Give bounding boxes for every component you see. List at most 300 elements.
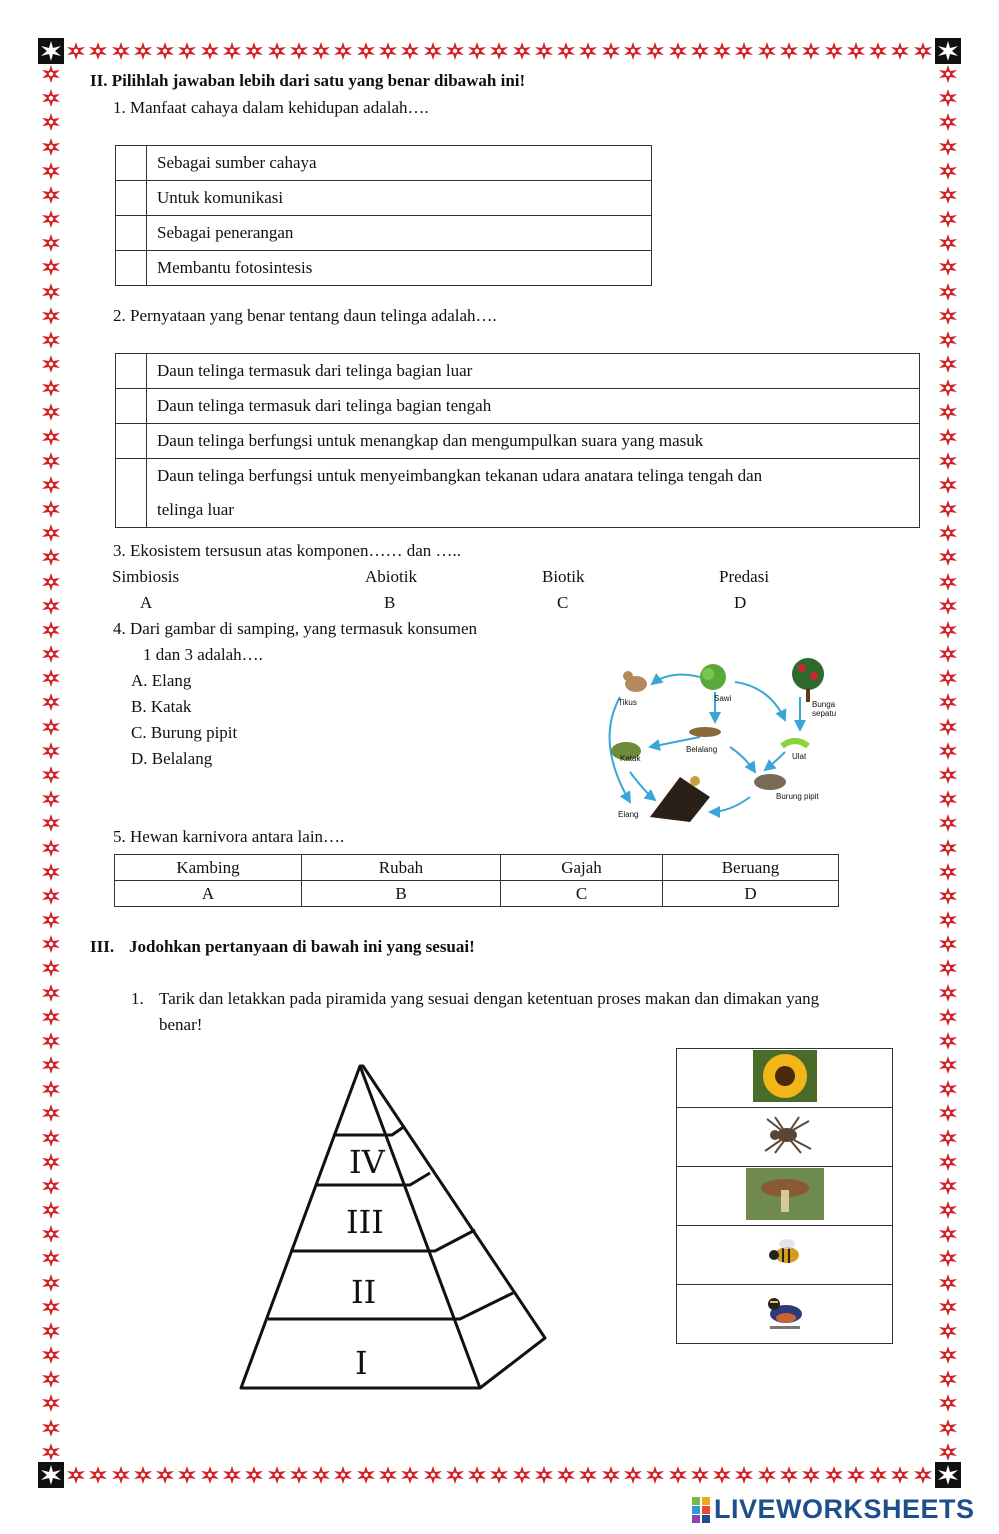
logo-mark-icon bbox=[692, 1497, 710, 1523]
answer-checkbox[interactable] bbox=[116, 216, 147, 251]
star-ornament bbox=[512, 41, 532, 61]
answer-checkbox[interactable] bbox=[116, 251, 147, 286]
star-ornament bbox=[41, 1031, 61, 1051]
pyramid-level-iii[interactable]: III bbox=[346, 1203, 384, 1241]
label-ulat: Ulat bbox=[792, 752, 807, 761]
answer-checkbox[interactable] bbox=[116, 424, 147, 459]
star-ornament bbox=[938, 64, 958, 84]
label-belalang: Belalang bbox=[686, 745, 718, 754]
star-ornament bbox=[623, 1465, 643, 1485]
star-ornament bbox=[445, 1465, 465, 1485]
question-1-options bbox=[115, 145, 652, 286]
star-ornament bbox=[578, 1465, 598, 1485]
star-ornament bbox=[41, 161, 61, 181]
choice-a-letter: A bbox=[140, 593, 153, 612]
star-ornament bbox=[938, 910, 958, 930]
star-ornament bbox=[41, 717, 61, 737]
star-ornament bbox=[938, 475, 958, 495]
question-2-options bbox=[115, 353, 920, 528]
star-ornament bbox=[41, 644, 61, 664]
star-ornament bbox=[467, 1465, 487, 1485]
star-ornament bbox=[41, 1103, 61, 1123]
star-ornament bbox=[88, 1465, 108, 1485]
star-ornament bbox=[757, 1465, 777, 1485]
star-ornament bbox=[938, 789, 958, 809]
star-ornament bbox=[41, 1152, 61, 1172]
star-ornament bbox=[938, 402, 958, 422]
star-ornament bbox=[938, 1442, 958, 1462]
star-ornament bbox=[41, 1297, 61, 1317]
star-ornament bbox=[41, 88, 61, 108]
star-ornament bbox=[938, 1345, 958, 1365]
star-ornament bbox=[938, 765, 958, 785]
star-ornament bbox=[938, 354, 958, 374]
image-cell bbox=[677, 1226, 893, 1285]
star-ornament bbox=[868, 41, 888, 61]
star-ornament bbox=[938, 1176, 958, 1196]
star-ornament bbox=[356, 41, 376, 61]
star-ornament bbox=[938, 1152, 958, 1172]
border-right bbox=[935, 64, 961, 1462]
star-ornament bbox=[938, 983, 958, 1003]
star-ornament bbox=[177, 41, 197, 61]
star-ornament bbox=[938, 717, 958, 737]
grasshopper-icon bbox=[685, 722, 725, 742]
star-ornament bbox=[938, 1273, 958, 1293]
star-ornament bbox=[41, 1200, 61, 1220]
question-5-text: Hewan karnivora antara lain…. bbox=[130, 827, 345, 846]
star-ornament bbox=[41, 499, 61, 519]
corner-ornament bbox=[935, 1462, 961, 1488]
question-4-text: Dari gambar di samping, yang termasuk konsumen bbox=[130, 619, 478, 638]
star-ornament bbox=[938, 958, 958, 978]
star-ornament bbox=[757, 41, 777, 61]
star-ornament bbox=[938, 741, 958, 761]
star-ornament bbox=[938, 862, 958, 882]
star-ornament bbox=[938, 1297, 958, 1317]
bird-icon[interactable] bbox=[760, 1290, 810, 1334]
star-ornament bbox=[41, 451, 61, 471]
star-ornament bbox=[200, 41, 220, 61]
choice-c-letter: C bbox=[501, 881, 663, 907]
star-ornament bbox=[111, 41, 131, 61]
star-ornament bbox=[938, 233, 958, 253]
image-cell bbox=[677, 1167, 893, 1226]
mouse-icon bbox=[620, 666, 650, 696]
star-ornament bbox=[938, 1103, 958, 1123]
star-ornament bbox=[512, 1465, 532, 1485]
star-ornament bbox=[938, 1248, 958, 1268]
star-ornament bbox=[938, 934, 958, 954]
star-ornament bbox=[133, 1465, 153, 1485]
choice-a-label[interactable]: Simbiosis bbox=[112, 567, 180, 586]
answer-checkbox[interactable] bbox=[116, 181, 147, 216]
star-ornament bbox=[938, 88, 958, 108]
label-elang: Elang bbox=[618, 810, 639, 819]
star-ornament bbox=[289, 1465, 309, 1485]
star-ornament bbox=[66, 1465, 86, 1485]
star-ornament bbox=[41, 233, 61, 253]
star-ornament bbox=[534, 41, 554, 61]
eagle-icon bbox=[645, 767, 715, 827]
mushroom-icon[interactable] bbox=[746, 1168, 824, 1220]
star-ornament bbox=[938, 1055, 958, 1075]
question-3-text: Ekosistem tersusun atas komponen…… dan ….. bbox=[130, 541, 461, 560]
question-4-text-2: 1 dan 3 adalah…. bbox=[143, 645, 263, 664]
option-label: Sebagai penerangan bbox=[147, 216, 652, 251]
option-row bbox=[116, 459, 920, 528]
star-ornament bbox=[913, 41, 933, 61]
star-ornament bbox=[556, 41, 576, 61]
star-ornament bbox=[467, 41, 487, 61]
star-ornament bbox=[41, 886, 61, 906]
star-ornament bbox=[41, 547, 61, 567]
choice-d-label[interactable]: Beruang bbox=[663, 855, 839, 881]
star-ornament bbox=[938, 112, 958, 132]
star-ornament bbox=[41, 983, 61, 1003]
star-ornament bbox=[41, 185, 61, 205]
star-ornament bbox=[41, 378, 61, 398]
star-ornament bbox=[938, 209, 958, 229]
star-ornament bbox=[938, 1369, 958, 1389]
star-ornament bbox=[556, 1465, 576, 1485]
pyramid-level-i[interactable]: I bbox=[355, 1344, 368, 1382]
star-ornament bbox=[333, 1465, 353, 1485]
star-ornament bbox=[400, 1465, 420, 1485]
star-ornament bbox=[938, 620, 958, 640]
star-ornament bbox=[938, 523, 958, 543]
star-ornament bbox=[378, 41, 398, 61]
draggable-images bbox=[676, 1048, 893, 1344]
star-ornament bbox=[712, 1465, 732, 1485]
star-ornament bbox=[41, 1176, 61, 1196]
star-ornament bbox=[311, 41, 331, 61]
option-label: Membantu fotosintesis bbox=[147, 251, 652, 286]
option-label: Untuk komunikasi bbox=[147, 181, 652, 216]
question-1-text: Manfaat cahaya dalam kehidupan adalah…. bbox=[130, 98, 429, 117]
star-ornament bbox=[41, 789, 61, 809]
choice-d-label[interactable]: Predasi bbox=[719, 567, 770, 586]
star-ornament bbox=[267, 1465, 287, 1485]
choice-d-letter: D bbox=[663, 881, 839, 907]
star-ornament bbox=[938, 1224, 958, 1244]
star-ornament bbox=[938, 1128, 958, 1148]
star-ornament bbox=[601, 41, 621, 61]
border-left bbox=[38, 64, 64, 1462]
option-row bbox=[116, 424, 920, 459]
option-label-line2: telinga luar bbox=[157, 500, 234, 519]
star-ornament bbox=[41, 1224, 61, 1244]
star-ornament bbox=[41, 137, 61, 157]
star-ornament bbox=[41, 692, 61, 712]
star-ornament bbox=[938, 137, 958, 157]
star-ornament bbox=[356, 1465, 376, 1485]
bee-icon[interactable] bbox=[763, 1235, 807, 1271]
star-ornament bbox=[41, 112, 61, 132]
choice-a-label[interactable]: Kambing bbox=[115, 855, 302, 881]
star-ornament bbox=[41, 257, 61, 277]
star-ornament bbox=[88, 41, 108, 61]
pyramid-level-ii[interactable]: II bbox=[351, 1273, 377, 1311]
food-web-diagram bbox=[590, 652, 850, 832]
star-ornament bbox=[938, 596, 958, 616]
star-ornament bbox=[938, 330, 958, 350]
choice-a-letter: A bbox=[115, 881, 302, 907]
star-ornament bbox=[938, 1393, 958, 1413]
section-3-q1-text: Tarik dan letakkan pada piramida yang sesuai dengan ketentuan proses makan dan dimakan yang bbox=[159, 989, 820, 1008]
section-3-number: III. bbox=[90, 937, 115, 956]
star-ornament bbox=[244, 41, 264, 61]
star-ornament bbox=[779, 41, 799, 61]
star-ornament bbox=[267, 41, 287, 61]
border-top bbox=[66, 38, 933, 64]
star-ornament bbox=[938, 378, 958, 398]
star-ornament bbox=[489, 1465, 509, 1485]
option-row bbox=[116, 216, 652, 251]
logo-text: LIVEWORKSHEETS bbox=[714, 1494, 975, 1524]
star-ornament bbox=[668, 1465, 688, 1485]
star-ornament bbox=[155, 1465, 175, 1485]
label-tikus: Tikus bbox=[618, 698, 637, 707]
star-ornament bbox=[938, 1007, 958, 1027]
option-d[interactable]: D. Belalang bbox=[131, 749, 213, 768]
section-3-q1-number: 1. bbox=[131, 989, 144, 1008]
star-ornament bbox=[734, 1465, 754, 1485]
star-ornament bbox=[155, 41, 175, 61]
star-ornament bbox=[66, 41, 86, 61]
liveworksheets-logo bbox=[692, 1494, 975, 1525]
star-ornament bbox=[938, 572, 958, 592]
star-ornament bbox=[938, 644, 958, 664]
option-label bbox=[147, 459, 920, 528]
star-ornament bbox=[41, 572, 61, 592]
star-ornament bbox=[938, 185, 958, 205]
star-ornament bbox=[801, 1465, 821, 1485]
star-ornament bbox=[177, 1465, 197, 1485]
choice-c-label[interactable]: Biotik bbox=[542, 567, 585, 586]
star-ornament bbox=[222, 1465, 242, 1485]
question-5-answer-table bbox=[114, 854, 839, 907]
star-ornament bbox=[41, 209, 61, 229]
star-ornament bbox=[41, 1321, 61, 1341]
star-ornament bbox=[938, 886, 958, 906]
section-2-heading: II. Pilihlah jawaban lebih dari satu yang benar dibawah ini! bbox=[90, 71, 526, 90]
option-c[interactable]: C. Burung pipit bbox=[131, 723, 238, 742]
choice-b-letter: B bbox=[384, 593, 396, 612]
star-ornament bbox=[824, 1465, 844, 1485]
star-ornament bbox=[222, 41, 242, 61]
star-ornament bbox=[41, 862, 61, 882]
star-ornament bbox=[445, 41, 465, 61]
label-sepatu: sepatu bbox=[812, 709, 837, 718]
star-ornament bbox=[41, 402, 61, 422]
star-ornament bbox=[244, 1465, 264, 1485]
star-ornament bbox=[938, 692, 958, 712]
star-ornament bbox=[41, 1007, 61, 1027]
question-4-number: 4. bbox=[113, 619, 126, 638]
question-2-text: Pernyataan yang benar tentang daun telinga adalah…. bbox=[130, 306, 497, 325]
answer-checkbox[interactable] bbox=[116, 354, 147, 389]
star-ornament bbox=[333, 41, 353, 61]
option-a[interactable]: A. Elang bbox=[131, 671, 192, 690]
choice-d-letter: D bbox=[734, 593, 747, 612]
star-ornament bbox=[690, 1465, 710, 1485]
image-cell bbox=[677, 1108, 893, 1167]
option-row bbox=[116, 181, 652, 216]
star-ornament bbox=[41, 1369, 61, 1389]
star-ornament bbox=[133, 41, 153, 61]
star-ornament bbox=[578, 41, 598, 61]
star-ornament bbox=[41, 427, 61, 447]
choice-b-label[interactable]: Rubah bbox=[302, 855, 501, 881]
star-ornament bbox=[623, 41, 643, 61]
star-ornament bbox=[400, 41, 420, 61]
star-ornament bbox=[41, 741, 61, 761]
star-ornament bbox=[41, 958, 61, 978]
option-b[interactable]: B. Katak bbox=[131, 697, 192, 716]
star-ornament bbox=[534, 1465, 554, 1485]
choice-b-letter: B bbox=[302, 881, 501, 907]
option-row bbox=[116, 389, 920, 424]
option-row bbox=[116, 354, 920, 389]
star-ornament bbox=[938, 1079, 958, 1099]
label-burung-pipit: Burung pipit bbox=[776, 792, 819, 801]
star-ornament bbox=[645, 1465, 665, 1485]
star-ornament bbox=[846, 1465, 866, 1485]
corner-ornament bbox=[38, 38, 64, 64]
label-sawi: Sawi bbox=[714, 694, 732, 703]
label-katak: Katak bbox=[620, 754, 641, 763]
star-ornament bbox=[41, 765, 61, 785]
question-2-number: 2. bbox=[113, 306, 126, 325]
star-ornament bbox=[423, 1465, 443, 1485]
choice-c-label[interactable]: Gajah bbox=[501, 855, 663, 881]
star-ornament bbox=[311, 1465, 331, 1485]
answer-checkbox[interactable] bbox=[116, 389, 147, 424]
star-ornament bbox=[41, 620, 61, 640]
option-row bbox=[116, 146, 652, 181]
choice-b-label[interactable]: Abiotik bbox=[365, 567, 417, 586]
label-bunga: Bunga bbox=[812, 700, 836, 709]
star-ornament bbox=[41, 475, 61, 495]
option-label: Daun telinga termasuk dari telinga bagian tengah bbox=[147, 389, 920, 424]
star-ornament bbox=[712, 41, 732, 61]
star-ornament bbox=[890, 1465, 910, 1485]
star-ornament bbox=[938, 282, 958, 302]
choice-c-letter: C bbox=[557, 593, 569, 612]
star-ornament bbox=[41, 64, 61, 84]
star-ornament bbox=[938, 1200, 958, 1220]
star-ornament bbox=[734, 41, 754, 61]
star-ornament bbox=[801, 41, 821, 61]
star-ornament bbox=[938, 499, 958, 519]
star-ornament bbox=[41, 813, 61, 833]
star-ornament bbox=[690, 41, 710, 61]
star-ornament bbox=[938, 427, 958, 447]
star-ornament bbox=[868, 1465, 888, 1485]
star-ornament bbox=[846, 41, 866, 61]
star-ornament bbox=[289, 41, 309, 61]
option-row bbox=[116, 251, 652, 286]
star-ornament bbox=[41, 1055, 61, 1075]
option-label: Daun telinga berfungsi untuk menangkap dan mengumpulkan suara yang masuk bbox=[147, 424, 920, 459]
star-ornament bbox=[41, 596, 61, 616]
pyramid-level-iv[interactable]: IV bbox=[349, 1143, 385, 1181]
section-3-q1-text-2: benar! bbox=[159, 1015, 203, 1034]
star-ornament bbox=[938, 257, 958, 277]
star-ornament bbox=[938, 1418, 958, 1438]
star-ornament bbox=[41, 306, 61, 326]
section-3-heading: Jodohkan pertanyaan di bawah ini yang sesuai! bbox=[129, 937, 475, 956]
spider-icon[interactable] bbox=[753, 1115, 817, 1155]
star-ornament bbox=[41, 1128, 61, 1148]
corner-ornament bbox=[38, 1462, 64, 1488]
star-ornament bbox=[41, 1248, 61, 1268]
star-ornament bbox=[41, 934, 61, 954]
star-ornament bbox=[601, 1465, 621, 1485]
border-bottom bbox=[66, 1462, 933, 1488]
star-ornament bbox=[779, 1465, 799, 1485]
star-ornament bbox=[938, 1031, 958, 1051]
option-label-line1: Daun telinga berfungsi untuk menyeimbangkan tekanan udara anatara telinga tengah dan bbox=[157, 466, 763, 485]
star-ornament bbox=[41, 1393, 61, 1413]
corner-ornament bbox=[935, 38, 961, 64]
food-pyramid bbox=[235, 1058, 555, 1393]
star-ornament bbox=[938, 161, 958, 181]
star-ornament bbox=[41, 1079, 61, 1099]
star-ornament bbox=[938, 1321, 958, 1341]
star-ornament bbox=[913, 1465, 933, 1485]
answer-checkbox[interactable] bbox=[116, 459, 147, 528]
star-ornament bbox=[41, 838, 61, 858]
star-ornament bbox=[41, 1345, 61, 1365]
star-ornament bbox=[41, 354, 61, 374]
star-ornament bbox=[41, 1273, 61, 1293]
star-ornament bbox=[938, 668, 958, 688]
star-ornament bbox=[41, 668, 61, 688]
star-ornament bbox=[824, 41, 844, 61]
star-ornament bbox=[41, 330, 61, 350]
star-ornament bbox=[938, 547, 958, 567]
star-ornament bbox=[41, 910, 61, 930]
star-ornament bbox=[41, 1418, 61, 1438]
star-ornament bbox=[938, 838, 958, 858]
star-ornament bbox=[489, 41, 509, 61]
star-ornament bbox=[41, 1442, 61, 1462]
star-ornament bbox=[41, 523, 61, 543]
star-ornament bbox=[938, 451, 958, 471]
star-ornament bbox=[645, 41, 665, 61]
option-label: Sebagai sumber cahaya bbox=[147, 146, 652, 181]
question-5-number: 5. bbox=[113, 827, 126, 846]
mustard-icon bbox=[698, 662, 728, 692]
star-ornament bbox=[668, 41, 688, 61]
option-label: Daun telinga termasuk dari telinga bagian luar bbox=[147, 354, 920, 389]
star-ornament bbox=[938, 813, 958, 833]
star-ornament bbox=[111, 1465, 131, 1485]
star-ornament bbox=[890, 41, 910, 61]
question-1-number: 1. bbox=[113, 98, 126, 117]
question-3-number: 3. bbox=[113, 541, 126, 560]
star-ornament bbox=[41, 282, 61, 302]
image-cell bbox=[677, 1049, 893, 1108]
image-cell bbox=[677, 1285, 893, 1344]
hibiscus-icon bbox=[788, 654, 828, 704]
star-ornament bbox=[423, 41, 443, 61]
answer-checkbox[interactable] bbox=[116, 146, 147, 181]
sunflower-icon[interactable] bbox=[753, 1050, 817, 1102]
star-ornament bbox=[378, 1465, 398, 1485]
